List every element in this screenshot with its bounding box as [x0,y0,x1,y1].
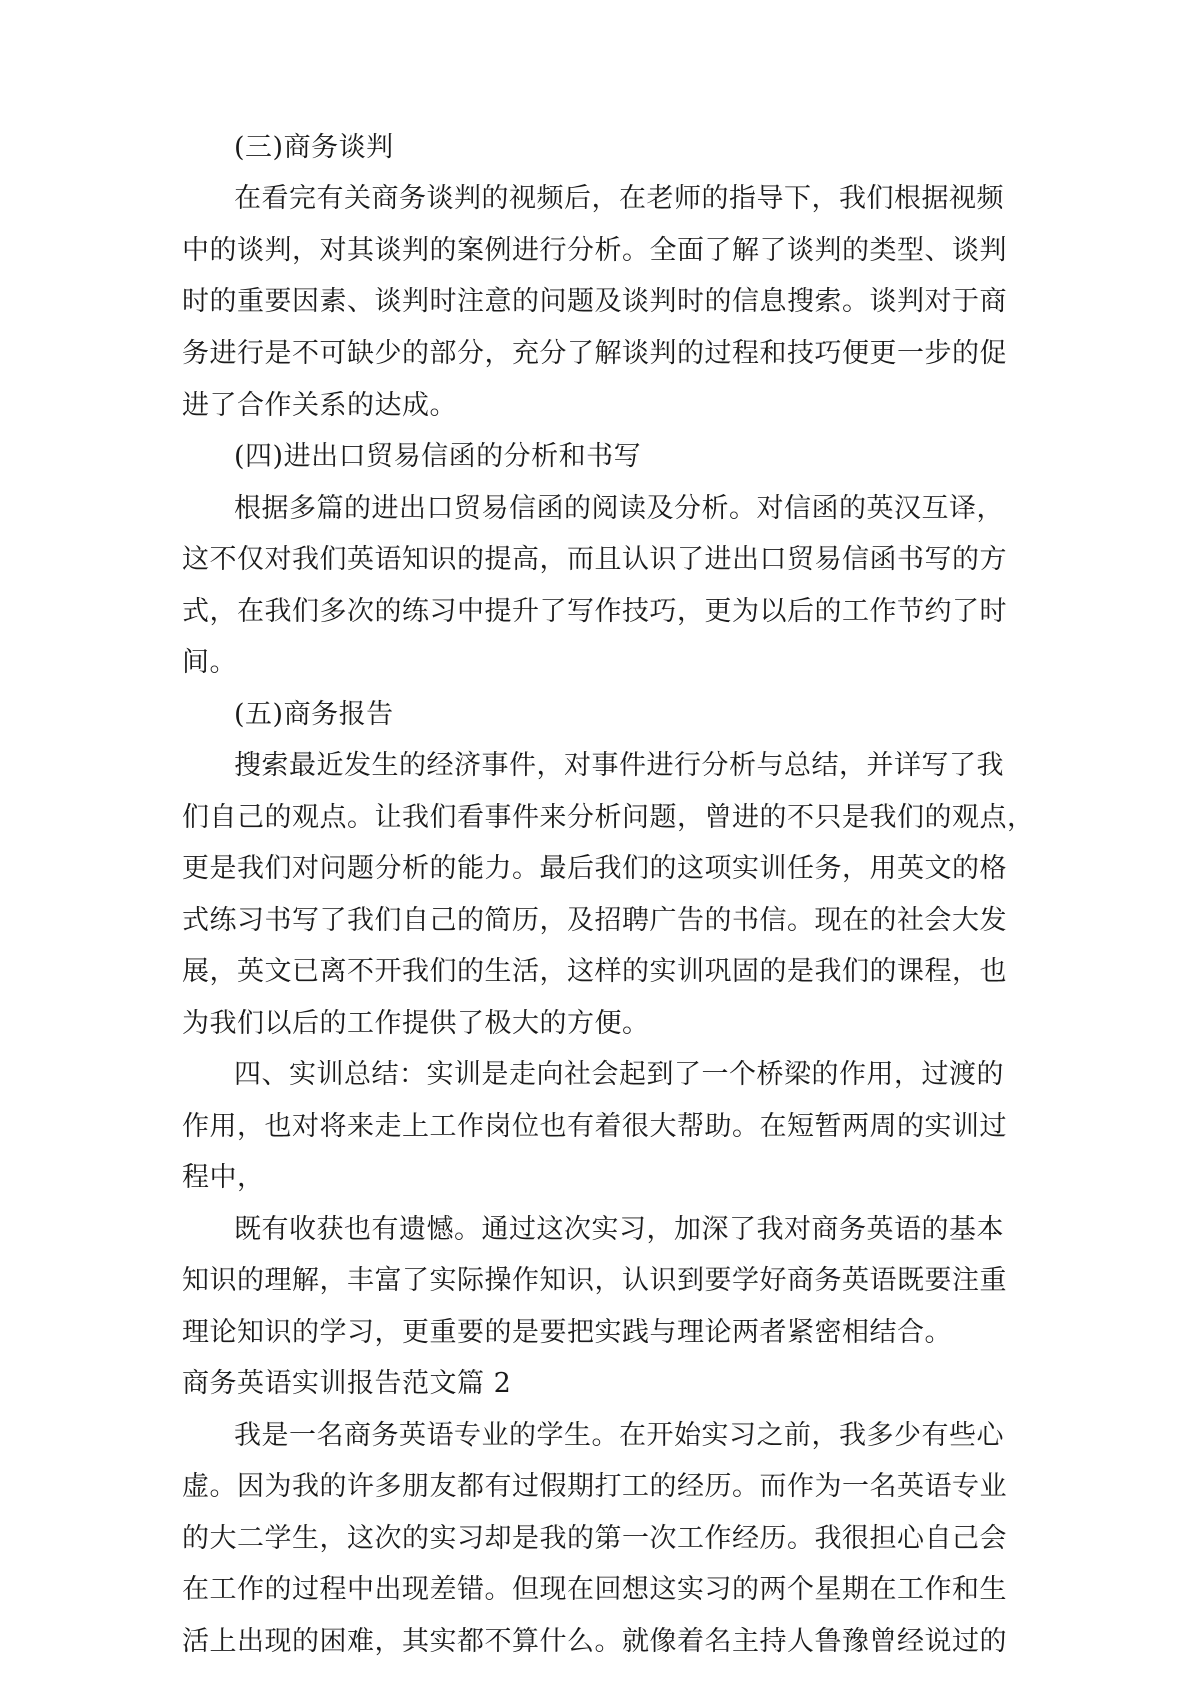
paragraph-line: 们自己的观点。让我们看事件来分析问题，曾进的不只是我们的观点， [182,802,1035,833]
article-title: 商务英语实训报告范文篇 2 [182,1368,512,1399]
paragraph-line: 中的谈判，对其谈判的案例进行分析。全面了解了谈判的类型、谈判 [182,235,1007,266]
paragraph-line: 间。 [182,647,237,678]
paragraph-line: 搜索最近发生的经济事件，对事件进行分析与总结，并详写了我 [234,750,1004,781]
paragraph-line: 式练习书写了我们自己的简历，及招聘广告的书信。现在的社会大发 [182,905,1007,936]
paragraph-line: 务进行是不可缺少的部分，充分了解谈判的过程和技巧便更一步的促 [182,338,1007,369]
paragraph-line: 我是一名商务英语专业的学生。在开始实习之前，我多少有些心 [234,1420,1004,1451]
paragraph-line: 在看完有关商务谈判的视频后，在老师的指导下，我们根据视频 [234,183,1004,214]
paragraph-line: 既有收获也有遗憾。通过这次实习，加深了我对商务英语的基本 [234,1214,1004,1245]
heading-business-negotiation: (三)商务谈判 [234,132,394,163]
paragraph-line: 时的重要因素、谈判时注意的问题及谈判时的信息搜索。谈判对于商 [182,286,1007,317]
paragraph-line: 程中， [182,1162,265,1193]
paragraph-line: 为我们以后的工作提供了极大的方便。 [182,1008,650,1039]
paragraph-line: 知识的理解，丰富了实际操作知识，认识到要学好商务英语既要注重 [182,1265,1007,1296]
paragraph-line: 进了合作关系的达成。 [182,390,457,421]
paragraph-line: 展，英文已离不开我们的生活，这样的实训巩固的是我们的课程，也 [182,956,1007,987]
heading-business-report: (五)商务报告 [234,699,394,730]
paragraph-line: 活上出现的困难，其实都不算什么。就像着名主持人鲁豫曾经说过的 [182,1626,1007,1657]
heading-trade-letters: (四)进出口贸易信函的分析和书写 [234,441,642,472]
paragraph-line: 理论知识的学习，更重要的是要把实践与理论两者紧密相结合。 [182,1317,952,1348]
paragraph-line: 四、实训总结：实训是走向社会起到了一个桥梁的作用，过渡的 [234,1059,1004,1090]
paragraph-line: 式，在我们多次的练习中提升了写作技巧，更为以后的工作节约了时 [182,596,1007,627]
paragraph-line: 虚。因为我的许多朋友都有过假期打工的经历。而作为一名英语专业 [182,1471,1007,1502]
paragraph-line: 更是我们对问题分析的能力。最后我们的这项实训任务，用英文的格 [182,853,1007,884]
paragraph-line: 的大二学生，这次的实习却是我的第一次工作经历。我很担心自己会 [182,1523,1007,1554]
paragraph-line: 在工作的过程中出现差错。但现在回想这实习的两个星期在工作和生 [182,1574,1007,1605]
paragraph-line: 这不仅对我们英语知识的提高，而且认识了进出口贸易信函书写的方 [182,544,1007,575]
paragraph-line: 根据多篇的进出口贸易信函的阅读及分析。对信函的英汉互译， [234,493,1004,524]
paragraph-line: 作用，也对将来走上工作岗位也有着很大帮助。在短暂两周的实训过 [182,1111,1007,1142]
